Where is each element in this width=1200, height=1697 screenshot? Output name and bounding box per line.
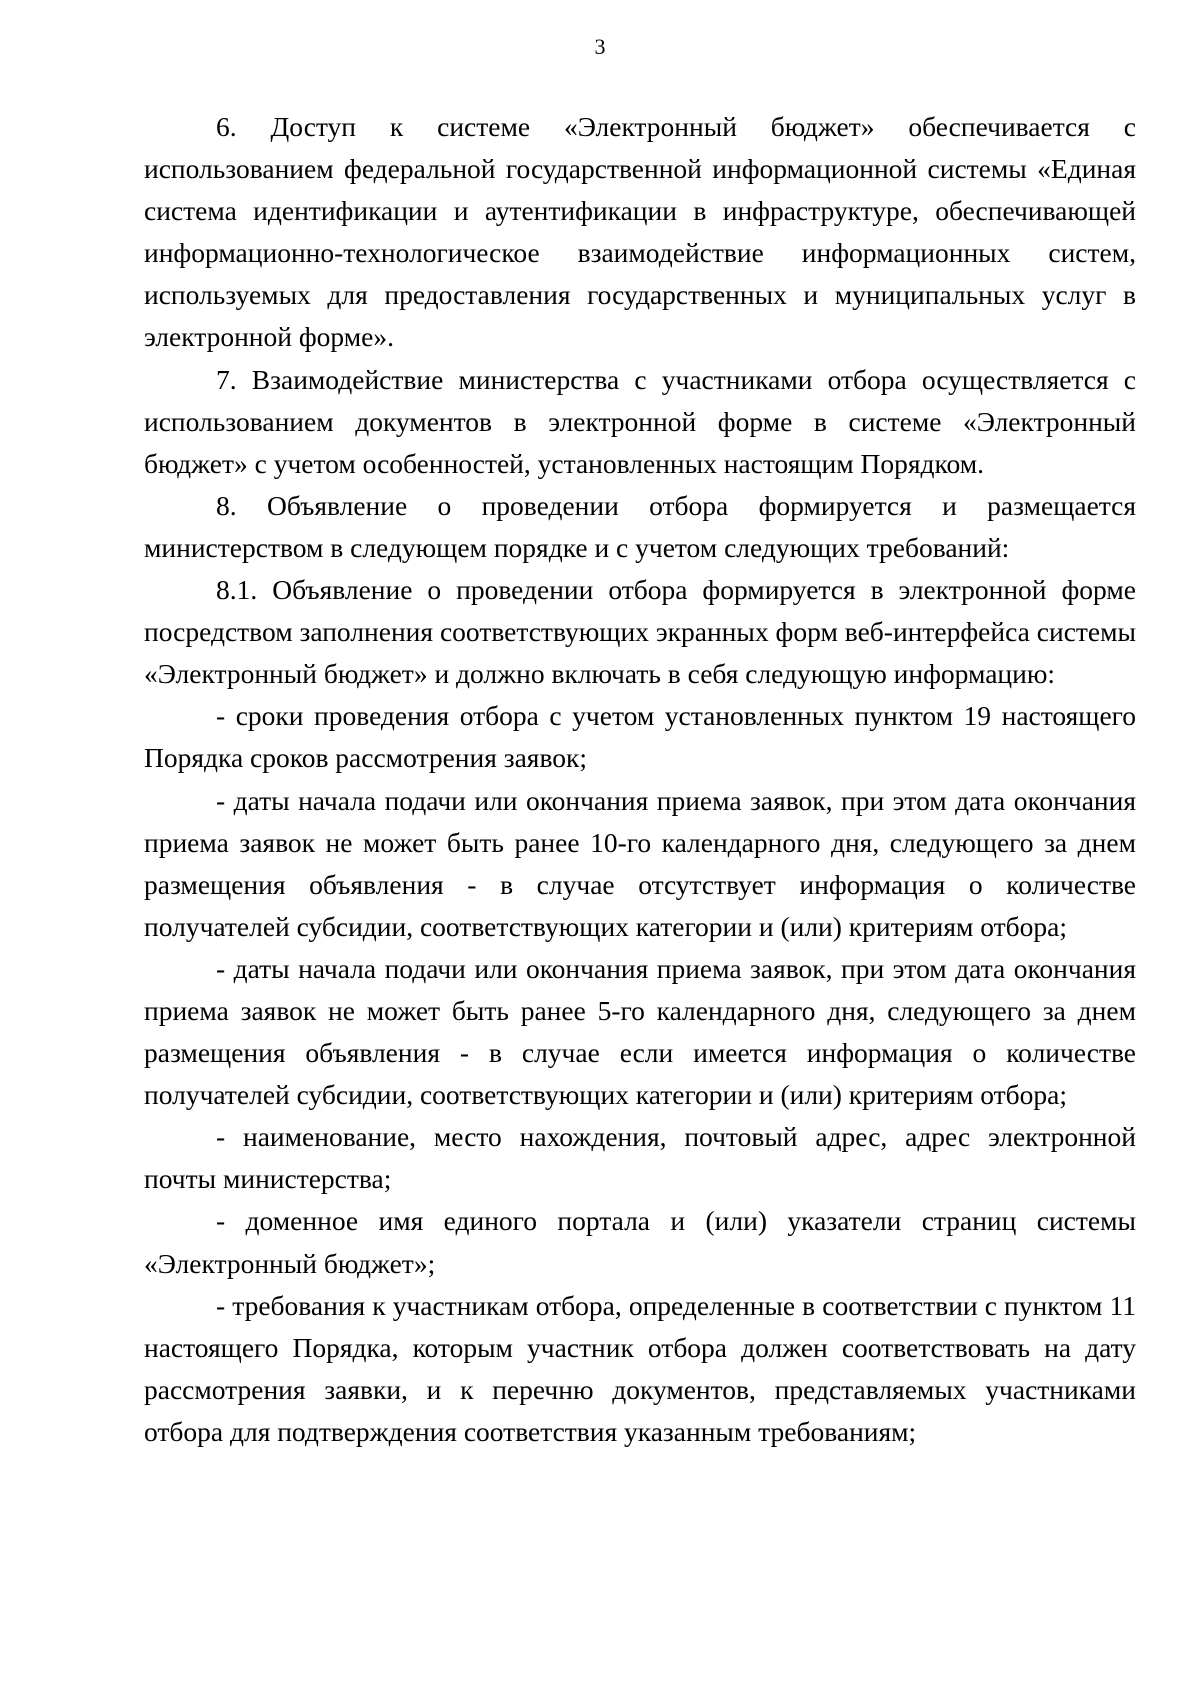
page-number: 3 (594, 34, 606, 59)
paragraph-6-access: 6. Доступ к системе «Электронный бюджет» обеспечивается с использованием федеральной государственной информационной системы «Единая система идентификации и аутентификации в инфраструктуре, обеспечивающей информационно-технологическое взаимодействие информационных систем, используемых для предоставления государственных и муниципальных услуг в электронной форме». (144, 111, 1136, 353)
paragraph-7-interaction: 7. Взаимодействие министерства с участниками отбора осуществляется с использованием документов в электронной форме в системе «Электронный бюджет» с учетом особенностей, установленных настоящим Порядком. (144, 363, 1136, 479)
document-body (144, 106, 1136, 1453)
paragraph-8-1-announcement-form: 8.1. Объявление о проведении отбора формируется в электронной форме посредством заполнения соответствующих экранных форм веб-интерфейса системы «Электронный бюджет» и должно включать в себя следующую информацию: (144, 574, 1136, 690)
list-item-dates-10-day: - даты начала подачи или окончания приема заявок, при этом дата окончания приема заявок не может быть ранее 10-го календарного дня, следующего за днем размещения объявления - в случае отсутствует информация о количестве получателей субсидии, соответствующих категории и (или) критериям отбора; (144, 784, 1136, 942)
list-item-participant-requirements: - требования к участникам отбора, определенные в соответствии с пунктом 11 настоящего Порядка, которым участник отбора должен соответствовать на дату рассмотрения заявки, и к перечню документов, представляемых участниками отбора для подтверждения соответствия указанным требованиям; (144, 1289, 1136, 1447)
list-item-ministry-contacts: - наименование, место нахождения, почтовый адрес, адрес электронной почты министерства; (144, 1121, 1136, 1195)
list-item-dates-5-day: - даты начала подачи или окончания приема заявок, при этом дата окончания приема заявок не может быть ранее 5-го календарного дня, следующего за днем размещения объявления - в случае если имеется информация о количестве получателей субсидии, соответствующих категории и (или) критериям отбора; (144, 952, 1136, 1111)
paragraph-8-announcement: 8. Объявление о проведении отбора формируется и размещается министерством в следующем порядке и с учетом следующих требований: (144, 489, 1136, 563)
list-item-selection-terms: - сроки проведения отбора с учетом установленных пунктом 19 настоящего Порядка сроков рассмотрения заявок; (144, 700, 1136, 774)
list-item-domain-name: - доменное имя единого портала и (или) указатели страниц системы «Электронный бюджет»; (144, 1205, 1136, 1279)
